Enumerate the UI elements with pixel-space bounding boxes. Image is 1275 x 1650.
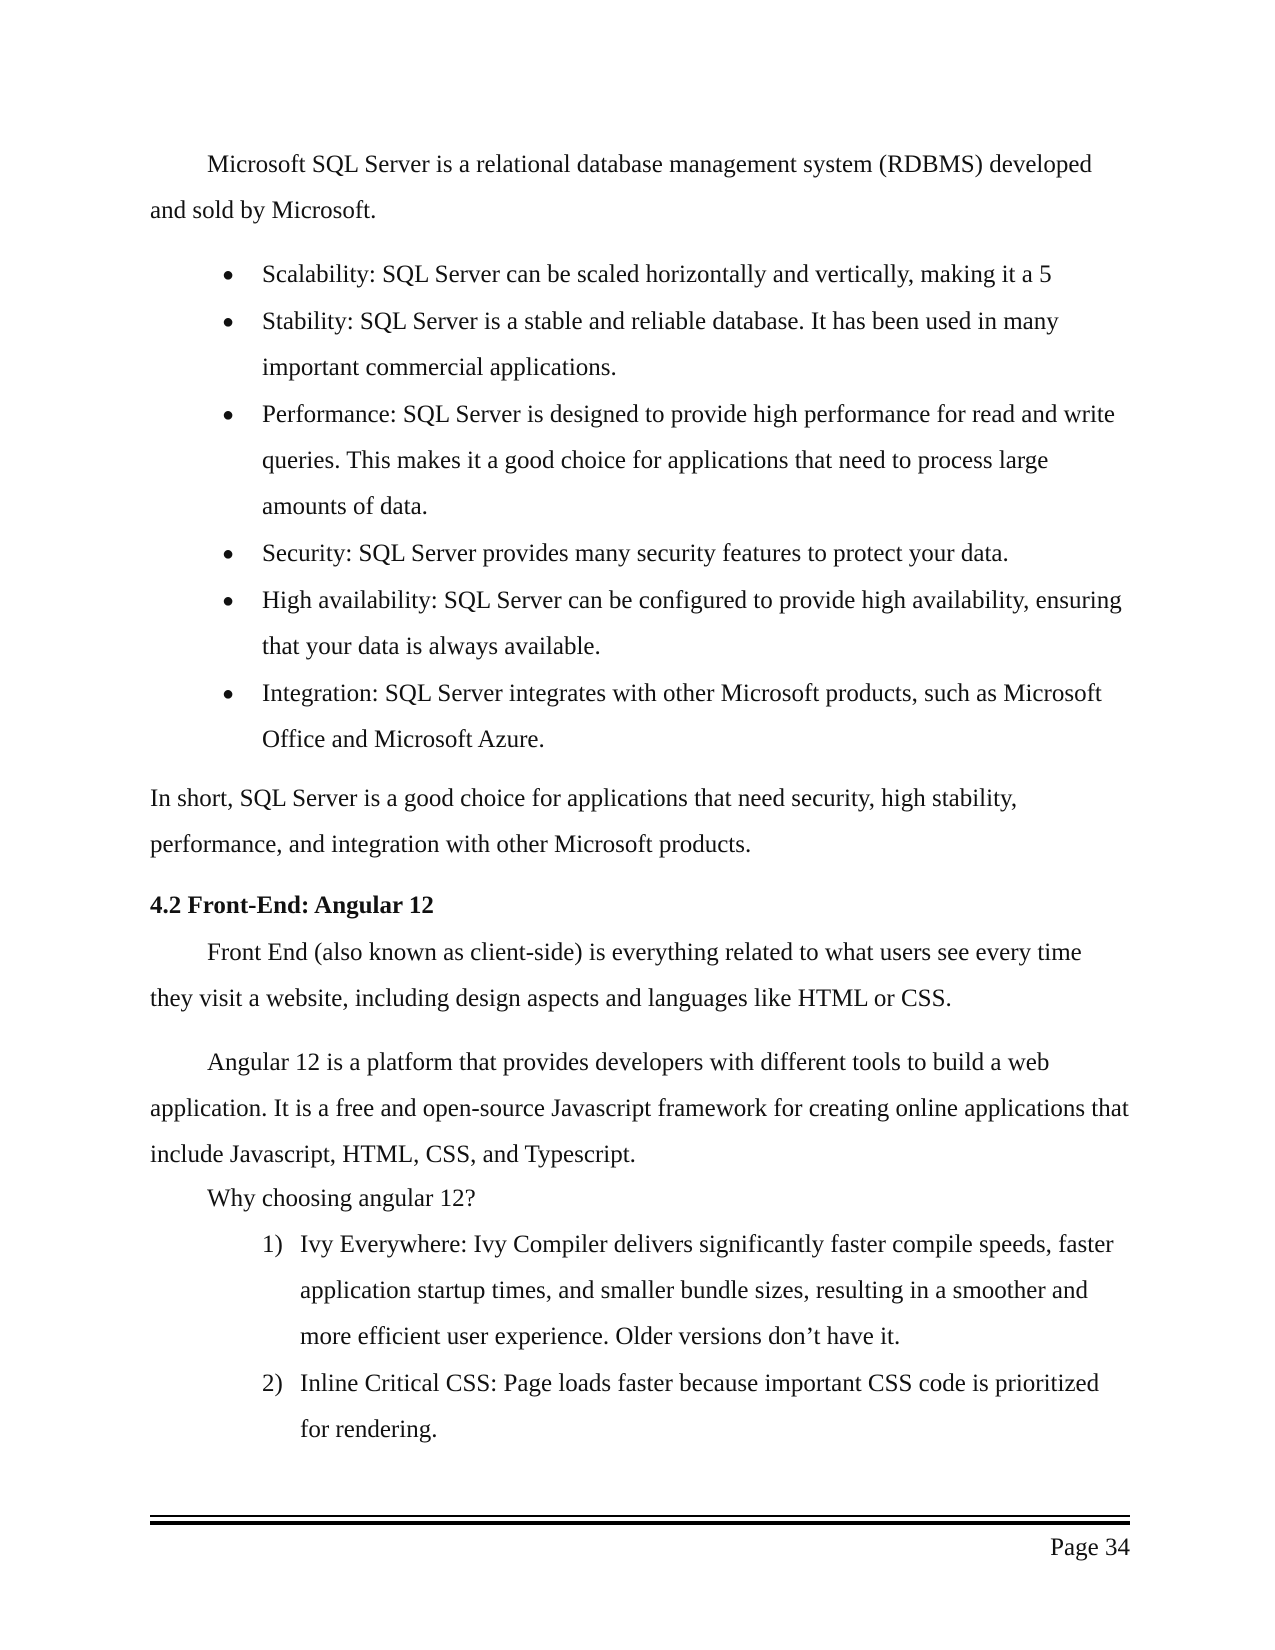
- feature-text: Performance: SQL Server is designed to provide high performance for read and write queries. This makes it a good choice for applications that need to process large amounts of data.: [262, 401, 1115, 520]
- list-item: [150, 671, 1130, 763]
- reasons-list: [150, 1222, 1130, 1454]
- feature-text: Security: SQL Server provides many security features to protect your data.: [262, 540, 1009, 567]
- feature-text: Integration: SQL Server integrates with other Microsoft products, such as Microsoft Office and Microsoft Azure.: [262, 680, 1102, 753]
- item-number: 2): [262, 1370, 283, 1397]
- footer-divider-thin: [150, 1515, 1130, 1517]
- feature-text: Stability: SQL Server is a stable and reliable database. It has been used in many important commercial applications.: [262, 308, 1059, 381]
- bullet-icon: ●: [222, 683, 235, 705]
- bullet-icon: ●: [222, 404, 235, 426]
- item-number: 1): [262, 1231, 283, 1258]
- why-question: Why choosing angular 12?: [207, 1185, 476, 1212]
- summary-paragraph: In short, SQL Server is a good choice for applications that need security, high stability, performance, and integration with other Microsoft products.: [150, 785, 1018, 858]
- feature-text: High availability: SQL Server can be configured to provide high availability, ensuring that your data is always available.: [262, 587, 1122, 660]
- bullet-icon: ●: [222, 543, 235, 565]
- list-item: [150, 1361, 1130, 1453]
- bullet-icon: ●: [222, 311, 235, 333]
- bullet-icon: ●: [222, 264, 235, 286]
- bullet-icon: ●: [222, 590, 235, 612]
- reason-text: Ivy Everywhere: Ivy Compiler delivers significantly faster compile speeds, faster application startup times, and smaller bundle sizes, resulting in a smoother and more efficient user experience. Older versions don’t have it.: [300, 1231, 1114, 1350]
- features-list: [150, 252, 1130, 764]
- list-item: [150, 531, 1130, 577]
- intro-paragraph: Microsoft SQL Server is a relational database management system (RDBMS) developed and sold by Microsoft.: [150, 151, 1092, 224]
- page-number: Page 34: [1050, 1534, 1130, 1561]
- list-item: [150, 299, 1130, 391]
- list-item: [150, 578, 1130, 670]
- list-item: [150, 1222, 1130, 1360]
- list-item: [150, 392, 1130, 530]
- footer-divider-thick: [150, 1521, 1130, 1525]
- feature-text: Scalability: SQL Server can be scaled horizontally and vertically, making it a 5: [262, 261, 1052, 288]
- list-item: [150, 252, 1130, 298]
- angular-paragraph: Angular 12 is a platform that provides developers with different tools to build a web application. It is a free and open-source Javascript framework for creating online applications that include Javascript, HTML, CSS, and Typescript.: [150, 1049, 1129, 1168]
- reason-text: Inline Critical CSS: Page loads faster because important CSS code is prioritized for rendering.: [300, 1370, 1100, 1443]
- section-heading: 4.2 Front-End: Angular 12: [150, 892, 434, 919]
- frontend-paragraph: Front End (also known as client-side) is everything related to what users see every time they visit a website, including design aspects and languages like HTML or CSS.: [150, 939, 1082, 1012]
